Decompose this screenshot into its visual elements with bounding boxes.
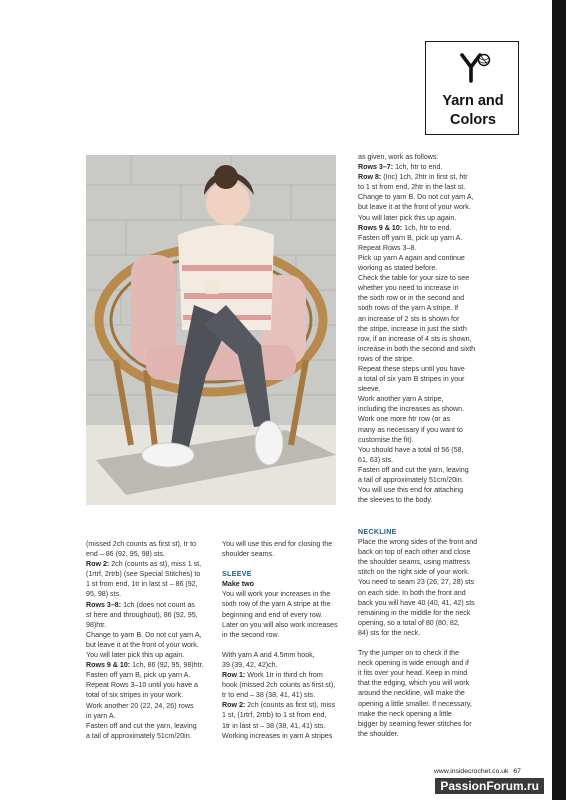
text-line: You will use this end for attaching <box>358 486 464 495</box>
text-line: Check the table for your size to see <box>358 274 470 283</box>
text-line: a total of six yarn B stripes in your <box>358 375 465 384</box>
text-line: 1 st from end, 1tr in last st – 86 (92, <box>86 580 198 589</box>
text-line: in yarn A. <box>86 711 116 720</box>
text-line: beginning and end of every row. <box>222 610 323 619</box>
text-line: st here and throughout), 86 (92, 95, <box>86 610 198 619</box>
text-line: (missed 2ch counts as first st), tr to <box>86 540 196 548</box>
text-line: 1 st, (1rtrf, 2rtrb) to 1 st from end, <box>222 711 327 720</box>
text-line: 84) sts for the neck. <box>358 628 421 637</box>
text-line: in the second row. <box>222 630 280 639</box>
neckline-section <box>358 527 477 739</box>
text-line: make the neck opening a little <box>358 709 452 718</box>
text-line: Rows 3–7: 1ch, htr to end. <box>358 163 443 172</box>
text-line: row, if an increase of 4 sts is shown, <box>358 334 472 343</box>
page-footer <box>434 768 521 775</box>
text-line: You will later pick this up again. <box>86 651 185 660</box>
text-line: 61, 63) sts. <box>358 455 394 464</box>
text-line: Fasten off and cut the yarn, leaving <box>86 721 197 730</box>
text-line: as given, work as follows: <box>358 153 439 161</box>
text-line: Work one more htr row (or as <box>358 415 451 424</box>
text-line: 95, 98) sts. <box>86 590 122 599</box>
text-line: Later on you will also work increases <box>222 620 338 629</box>
text-line: total of six stripes in your work. <box>86 691 183 700</box>
text-line: Try the jumper on to check if the <box>358 649 460 658</box>
text-line: the shoulder seams, using mattress <box>358 558 470 567</box>
text-line: Row 8: (Inc) 1ch, 2htr in first st, htr <box>358 173 468 182</box>
footer-url[interactable]: www.insidecrochet.co.uk <box>434 768 509 775</box>
text-line: Fasten off yarn B, pick up yarn A. <box>358 233 463 242</box>
text-line: stitch on the right side of your work. <box>358 568 470 577</box>
model-photo <box>86 155 336 505</box>
text-line: to 1 st from end, 2htr in the last st. <box>358 183 466 192</box>
page-number: 67 <box>513 768 521 775</box>
text-line: many as necessary if you want to <box>358 425 463 434</box>
text-line: You will work your increases in the <box>222 590 331 599</box>
text-line: the sleeves to the body. <box>358 496 433 505</box>
text-line: a tail of approximately 51cm/20in. <box>358 476 464 484</box>
text-line: on each side. In both the front and <box>358 588 466 597</box>
text-line: Rows 9 & 10: 1ch, htr to end. <box>358 223 452 232</box>
text-line: Fasten off and cut the yarn, leaving <box>358 465 469 474</box>
text-line: 39 (39, 42, 42)ch. <box>222 660 278 669</box>
section-title-line1: Yarn and <box>442 93 504 109</box>
text-line: You will later pick this up again. <box>358 213 457 222</box>
text-line: Work another 20 (22, 24, 26) rows <box>86 701 194 710</box>
text-line: whether you need to increase in <box>358 284 459 293</box>
watermark: PassionForum.ru <box>435 778 544 794</box>
page-edge-bar <box>552 0 566 800</box>
text-line: opening, so a total of 80 (80, 82, <box>358 618 460 627</box>
text-line: Work another yarn A stripe, <box>358 395 444 404</box>
text-line: including the increases as shown. <box>358 405 465 414</box>
text-line: You need to seam 23 (26, 27, 28) sts <box>358 578 475 587</box>
text-line: an increase of 2 sts is shown for <box>358 314 460 323</box>
sleeve-heading: SLEEVE <box>222 570 252 579</box>
text-line: Row 2: 2ch (counts as first st), miss <box>222 701 336 710</box>
text-column-right <box>358 152 475 505</box>
text-line: around the neckline, will make the <box>358 689 465 698</box>
text-line: 1tr in last st – 38 (38, 41, 41) sts. <box>222 721 326 730</box>
text-line: opening a little smaller. If necessary, <box>358 699 472 708</box>
text-line: the stripe, increase in just the sixth <box>358 324 467 333</box>
text-line: sleeve. <box>358 385 381 394</box>
text-line: Place the wrong sides of the front and <box>358 538 478 547</box>
text-line: Fasten off yarn B, pick up yarn A. <box>86 671 191 680</box>
text-line: Repeat these steps until you have <box>358 364 465 373</box>
text-line: Change to yarn B. Do not cut yarn A, <box>358 193 474 202</box>
text-line: Row 2: 2ch (counts as st), miss 1 st, <box>86 560 202 569</box>
text-line: shoulder seams. <box>222 550 275 559</box>
text-line: that the edging, which you will work <box>358 679 470 688</box>
text-line: but leave it at the front of your work. <box>86 640 199 649</box>
text-line: Rows 3–8: 1ch (does not count as <box>86 600 195 609</box>
text-line: it fits over your head. Keep in mind <box>358 669 468 678</box>
neckline-heading: NECKLINE <box>358 528 397 536</box>
text-line: working as stated before. <box>358 264 438 273</box>
text-line: sixth row of the yarn A stripe at the <box>222 600 331 609</box>
text-line: customise the fit). <box>358 435 414 444</box>
text-line: 98)htr. <box>86 620 107 629</box>
text-line: You will use this end for closing the <box>222 540 333 548</box>
yarn-ball-icon <box>459 53 491 83</box>
text-line: rows of the stripe. <box>358 354 414 363</box>
text-line: but leave it at the front of your work. <box>358 203 471 212</box>
section-title-line2: Colors <box>450 112 496 128</box>
text-line: Change to yarn B. Do not cut yarn A, <box>86 630 202 639</box>
text-column-left <box>86 539 204 741</box>
text-line: (1rtrf, 2rtrb) (see Special Stitches) to <box>86 570 201 579</box>
text-line: back you will have 40 (40, 41, 42) sts <box>358 598 475 607</box>
yarn-and-colors-box <box>425 41 519 135</box>
text-line: back on top of each other and close <box>358 548 471 557</box>
text-line: a tail of approximately 51cm/20in. <box>86 731 192 740</box>
text-line: the shoulder. <box>358 729 399 738</box>
text-line: Row 1: Work 1tr in third ch from <box>222 671 323 680</box>
text-line: Repeat Rows 3–10 until you have a <box>86 681 198 690</box>
text-line: the sixth row or in the second and <box>358 294 465 303</box>
text-line: Pick up yarn A again and continue <box>358 253 465 262</box>
text-line: Repeat Rows 3–8. <box>358 243 417 252</box>
text-line: Working increases in yarn A stripes <box>222 731 333 740</box>
text-line: end – 86 (92, 95, 98) sts. <box>86 550 165 559</box>
text-column-middle <box>222 539 338 741</box>
sleeve-subheading: Make two <box>222 580 254 589</box>
text-line: tr to end – 38 (38, 41, 41) sts. <box>222 691 316 700</box>
text-line: bigger by seaming fewer stitches for <box>358 719 472 728</box>
text-line: sixth rows of the yarn A stripe. If <box>358 304 459 313</box>
text-line: Rows 9 & 10: 1ch, 86 (92, 95, 98)htr. <box>86 661 204 670</box>
text-line: With yarn A and 4.5mm hook, <box>222 650 315 659</box>
text-line: remaining in the middle for the neck <box>358 608 471 617</box>
text-line: neck opening is wide enough and if <box>358 659 469 668</box>
text-line: You should have a total of 56 (58, <box>358 445 464 454</box>
text-line: hook (missed 2ch counts as first st), <box>222 681 336 690</box>
text-line: increase in both the second and sixth <box>358 344 476 353</box>
